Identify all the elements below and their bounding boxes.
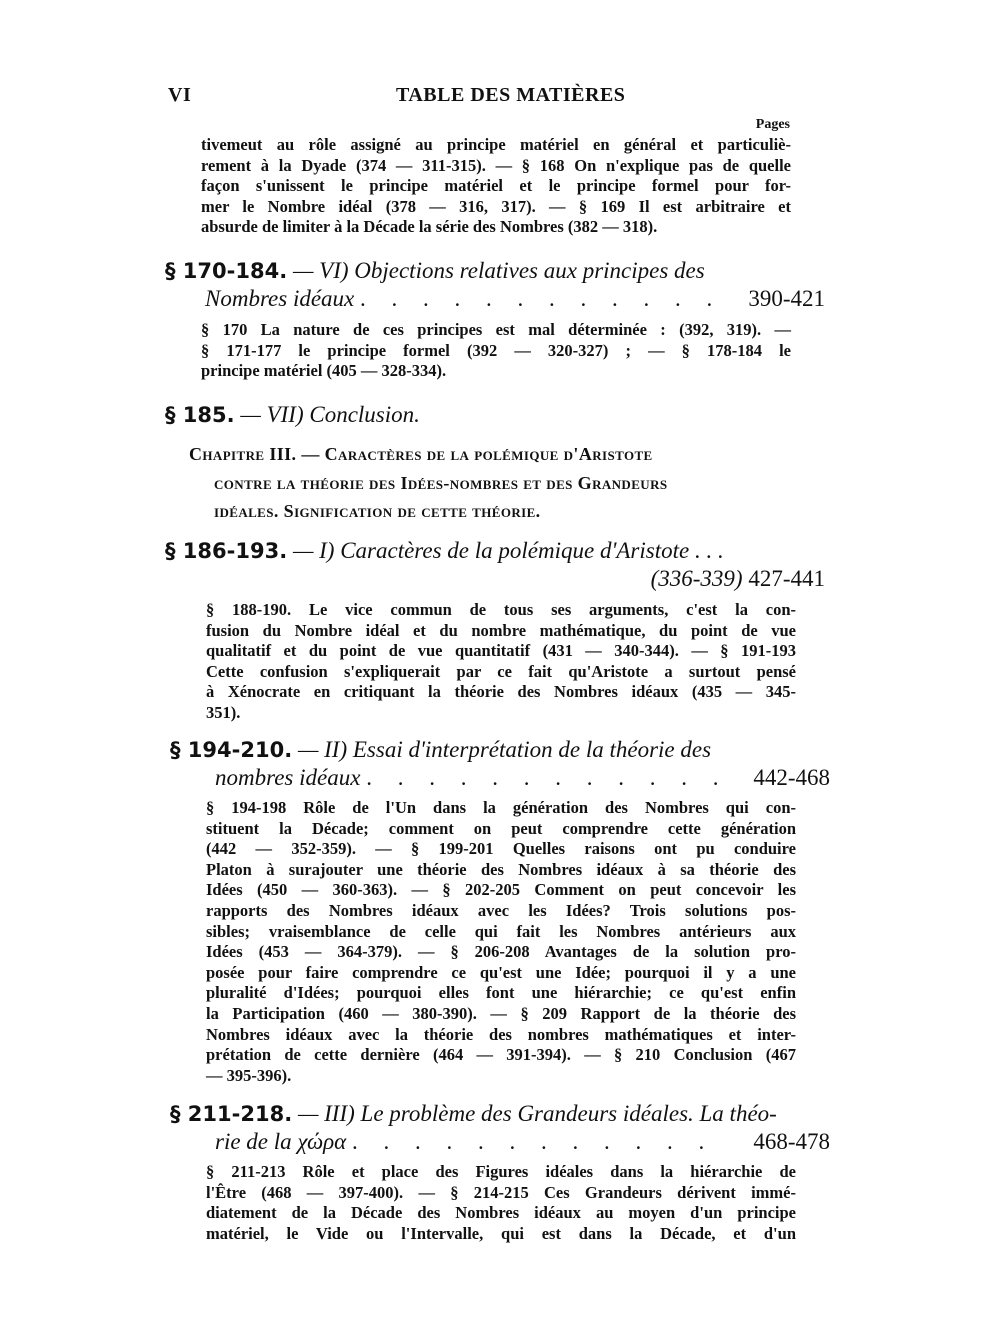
section-heading-194 — [170, 736, 830, 792]
text-line: § 188-190. Le vice commun de tous ses arguments, c'est la con- — [206, 600, 796, 619]
entry-paragraph-194 — [206, 798, 796, 1086]
text-line: Platon à surajouter une théorie des Nombres idéaux à sa théorie des — [206, 859, 796, 879]
text-line: rapports des Nombres idéaux avec les Idées? Trois solutions pos- — [206, 900, 796, 920]
text-line: § 194-198 Rôle de l'Un dans la génération des Nombres qui con- — [206, 798, 796, 817]
section-title-line: — II) Essai d'interprétation de la théorie des — [297, 737, 712, 762]
leader-dots: . . . . . . . . . . . . — [360, 286, 723, 311]
text-line: § 170 La nature de ces principes est mal déterminée : (392, 319). — — [201, 320, 791, 339]
section-number: § 170-184. — [165, 259, 288, 283]
leader-dots: . . . . . . . . . . . . — [351, 1129, 715, 1154]
text-line: rement à la Dyade (374 — 311-315). — § 168 On n'explique pas de quelle — [201, 155, 791, 175]
pages-column-label: Pages — [755, 117, 790, 132]
text-line: à Xénocrate en critiquant la théorie des Nombres idéaux (435 — 345- — [206, 682, 796, 702]
entry-paragraph-188 — [206, 600, 796, 724]
text-line: la Participation (460 — 380-390). — § 209 Rapport de la théorie des — [206, 1003, 796, 1023]
chapter-title-line: idéales. Signification de cette théorie. — [214, 501, 541, 521]
text-line: façon s'unissent le principe matériel et le principe formel pour for- — [201, 176, 791, 196]
section-number: § 211-218. — [170, 1102, 293, 1126]
text-line: mer le Nombre idéal (378 — 316, 317). — § 169 Il est arbitraire et — [201, 196, 791, 216]
section-heading-185 — [165, 401, 825, 429]
chapter-title-line: Chapitre III. — Caractères de la polémique d'Aristote — [189, 444, 653, 464]
text-line: § 211-213 Rôle et place des Figures idéales dans la hiérarchie de — [206, 1162, 796, 1181]
text-line: sibles; vraisemblance de celle qui fait les Nombres antérieurs aux — [206, 921, 796, 941]
section-heading-170 — [165, 257, 825, 313]
entry-paragraph-168 — [201, 135, 791, 238]
section-heading-186 — [165, 537, 825, 593]
text-line: l'Être (468 — 397-400). — § 214-215 Ces Grandeurs dérivent immé- — [206, 1182, 796, 1202]
text-line: matériel, le Vide ou l'Intervalle, qui est dans la Décade, et d'un — [206, 1223, 796, 1243]
running-title: TABLE DES MATIÈRES — [396, 84, 626, 106]
chapter-heading — [189, 440, 829, 526]
text-line: absurde de limiter à la Décade la série des Nombres (382 — 318). — [201, 217, 658, 237]
text-line: posée pour faire comprendre ce qu'est une Idée; pourquoi il y a une — [206, 962, 796, 982]
text-line: 351). — [206, 702, 241, 722]
chapter-title-line: contre la théorie des Idées-nombres et des Grandeurs — [214, 472, 668, 493]
leader-dots: . . . . . . . . . . . . — [366, 765, 729, 790]
text-line: Idées (450 — 360-363). — § 202-205 Comment on peut concevoir les — [206, 880, 796, 900]
text-line: principe matériel (405 — 328-334). — [201, 361, 447, 381]
section-number: § 186-193. — [165, 539, 288, 563]
section-heading-211 — [170, 1100, 830, 1156]
text-line: Idées (453 — 364-379). — § 206-208 Avantages de la solution pro- — [206, 942, 796, 962]
text-line: diatement de la Décade des Nombres idéaux au moyen d'un principe — [206, 1203, 796, 1223]
page-number: VI — [168, 84, 192, 106]
text-line: fusion du Nombre idéal et du nombre mathématique, du point de vue — [206, 620, 796, 640]
page-range: 427-441 — [748, 566, 825, 591]
text-line: (442 — 352-359). — § 199-201 Quelles raisons ont pu conduire — [206, 839, 796, 859]
entry-paragraph-211 — [206, 1162, 796, 1244]
section-title-line: rie de la χώρα — [215, 1129, 347, 1154]
text-line: tivemeut au rôle assigné au principe matériel en général et particuliè- — [201, 135, 791, 154]
text-line: — 395-396). — [206, 1065, 292, 1085]
page-reference: (336-339) — [650, 566, 743, 591]
section-title-line: Nombres idéaux — [205, 286, 355, 311]
text-line: stituent la Décade; comment on peut comprendre cette génération — [206, 818, 796, 838]
text-line: qualitatif et du point de vue quantitatif (431 — 340-344). — § 191-193 — [206, 641, 796, 661]
page-range: 468-478 — [753, 1129, 830, 1154]
text-line: Nombres idéaux avec la théorie des nombres mathématiques et inter- — [206, 1024, 796, 1044]
entry-paragraph-170 — [201, 320, 791, 382]
text-line: prétation de cette dernière (464 — 391-394). — § 210 Conclusion (467 — [206, 1045, 796, 1065]
section-title-line: — III) Le problème des Grandeurs idéales. La théo- — [297, 1101, 777, 1126]
section-number: § 185. — [165, 403, 235, 427]
text-line: pluralité d'Idées; pourquoi elles font une hiérarchie; ce qu'est enfin — [206, 983, 796, 1003]
page-range: 390-421 — [748, 286, 825, 311]
section-title-line: — I) Caractères de la polémique d'Aristote . . . — [292, 538, 724, 563]
section-number: § 194-210. — [170, 738, 293, 762]
section-title-line: — VI) Objections relatives aux principes des — [292, 258, 705, 283]
section-title-line: — VII) Conclusion. — [240, 402, 420, 427]
text-line: § 171-177 le principe formel (392 — 320-327) ; — § 178-184 le — [201, 340, 791, 360]
page-range: 442-468 — [753, 765, 830, 790]
section-title-line: nombres idéaux — [215, 765, 361, 790]
text-line: Cette confusion s'expliquerait par ce fait qu'Aristote a surtout pensé — [206, 661, 796, 681]
